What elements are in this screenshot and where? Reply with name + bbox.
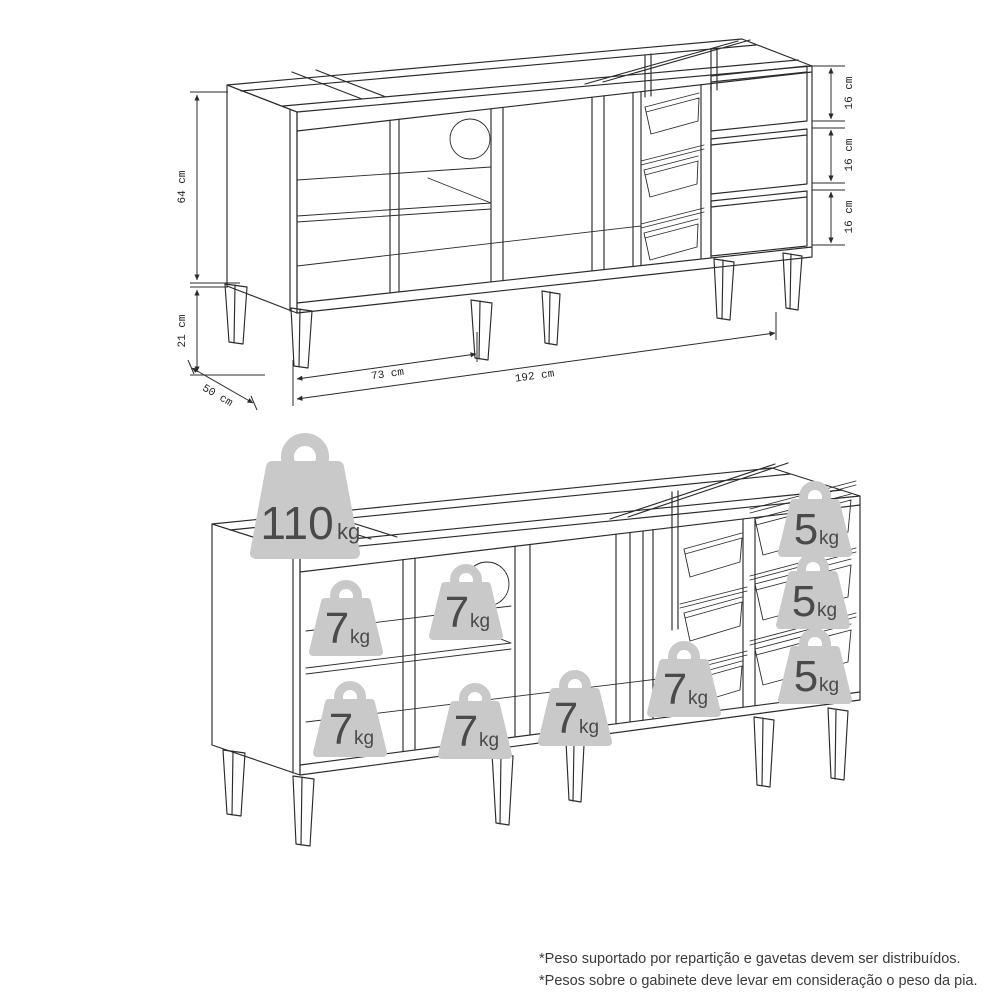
weight-drawer-top bbox=[782, 486, 848, 555]
footnotes bbox=[539, 951, 978, 989]
drawer-front-3 bbox=[711, 191, 807, 256]
legs-bottom-diagram bbox=[223, 708, 848, 846]
weight-unit: kg bbox=[354, 728, 375, 749]
weight-value: 5 bbox=[793, 652, 819, 701]
weight-left-shelf-bottom bbox=[317, 686, 383, 755]
label-body-height: 64 cm bbox=[177, 170, 189, 204]
weight-value: 5 bbox=[793, 505, 819, 554]
weight-unit: kg bbox=[579, 717, 600, 738]
label-depth: 50 cm bbox=[199, 382, 235, 410]
label-left-module-width: 73 cm bbox=[370, 366, 405, 384]
drawer-front-2 bbox=[711, 129, 807, 194]
cabinet-line-art-top bbox=[225, 39, 812, 368]
weight-unit: kg bbox=[350, 627, 371, 648]
label-total-width: 192 cm bbox=[514, 368, 556, 386]
weight-unit: kg bbox=[817, 600, 838, 621]
label-leg-height: 21 cm bbox=[177, 314, 189, 348]
dimension-diagram bbox=[177, 39, 856, 410]
left-side-panel bbox=[227, 85, 297, 313]
weight-door-compartment bbox=[542, 675, 608, 744]
weight-value: 5 bbox=[791, 577, 817, 626]
front-face bbox=[297, 66, 812, 313]
weight-value: 7 bbox=[553, 694, 579, 743]
weight-center-shelf-top bbox=[433, 569, 499, 638]
weight-value: 7 bbox=[453, 707, 479, 756]
drawer-front-1 bbox=[711, 66, 807, 131]
weight-value: 7 bbox=[328, 705, 354, 754]
dimension-lines bbox=[188, 66, 845, 410]
weight-unit: kg bbox=[470, 611, 491, 632]
weight-unit: kg bbox=[819, 528, 840, 549]
capacity-diagram bbox=[212, 440, 860, 847]
label-drawer-height-2: 16 cm bbox=[844, 138, 856, 172]
label-drawer-height-3: 16 cm bbox=[844, 200, 856, 234]
footnote-line-2: *Pesos sobre o gabinete deve levar em consideração o peso da pia. bbox=[539, 973, 978, 989]
wire-baskets bbox=[641, 93, 704, 260]
weight-value: 110 bbox=[260, 497, 334, 549]
shelves bbox=[297, 167, 641, 266]
weight-unit: kg bbox=[337, 519, 361, 544]
top-frame bbox=[227, 39, 812, 112]
weight-basket-compartment bbox=[651, 646, 717, 715]
dim-line-total-width bbox=[297, 333, 775, 399]
left-side-panel-b bbox=[212, 524, 300, 775]
front-rails bbox=[297, 72, 812, 303]
weight-unit: kg bbox=[688, 688, 709, 709]
weight-left-shelf-top bbox=[313, 585, 379, 654]
weight-drawer-bottom bbox=[782, 633, 848, 702]
footnote-line-1: *Peso suportado por repartição e gavetas devem ser distribuídos. bbox=[539, 951, 961, 967]
weight-drawer-middle bbox=[780, 558, 846, 627]
weight-value: 7 bbox=[444, 588, 470, 637]
weight-value: 7 bbox=[324, 604, 350, 653]
dimension-ticks bbox=[188, 66, 845, 410]
weight-center-shelf-bottom bbox=[442, 688, 508, 757]
sink-drain-cutout bbox=[450, 119, 490, 159]
weight-unit: kg bbox=[819, 675, 840, 696]
label-drawer-height-1: 16 cm bbox=[844, 76, 856, 110]
weight-unit: kg bbox=[479, 730, 500, 751]
weight-countertop-110kg bbox=[256, 440, 360, 554]
legs-top-diagram bbox=[225, 253, 802, 368]
weight-value: 7 bbox=[662, 665, 688, 714]
